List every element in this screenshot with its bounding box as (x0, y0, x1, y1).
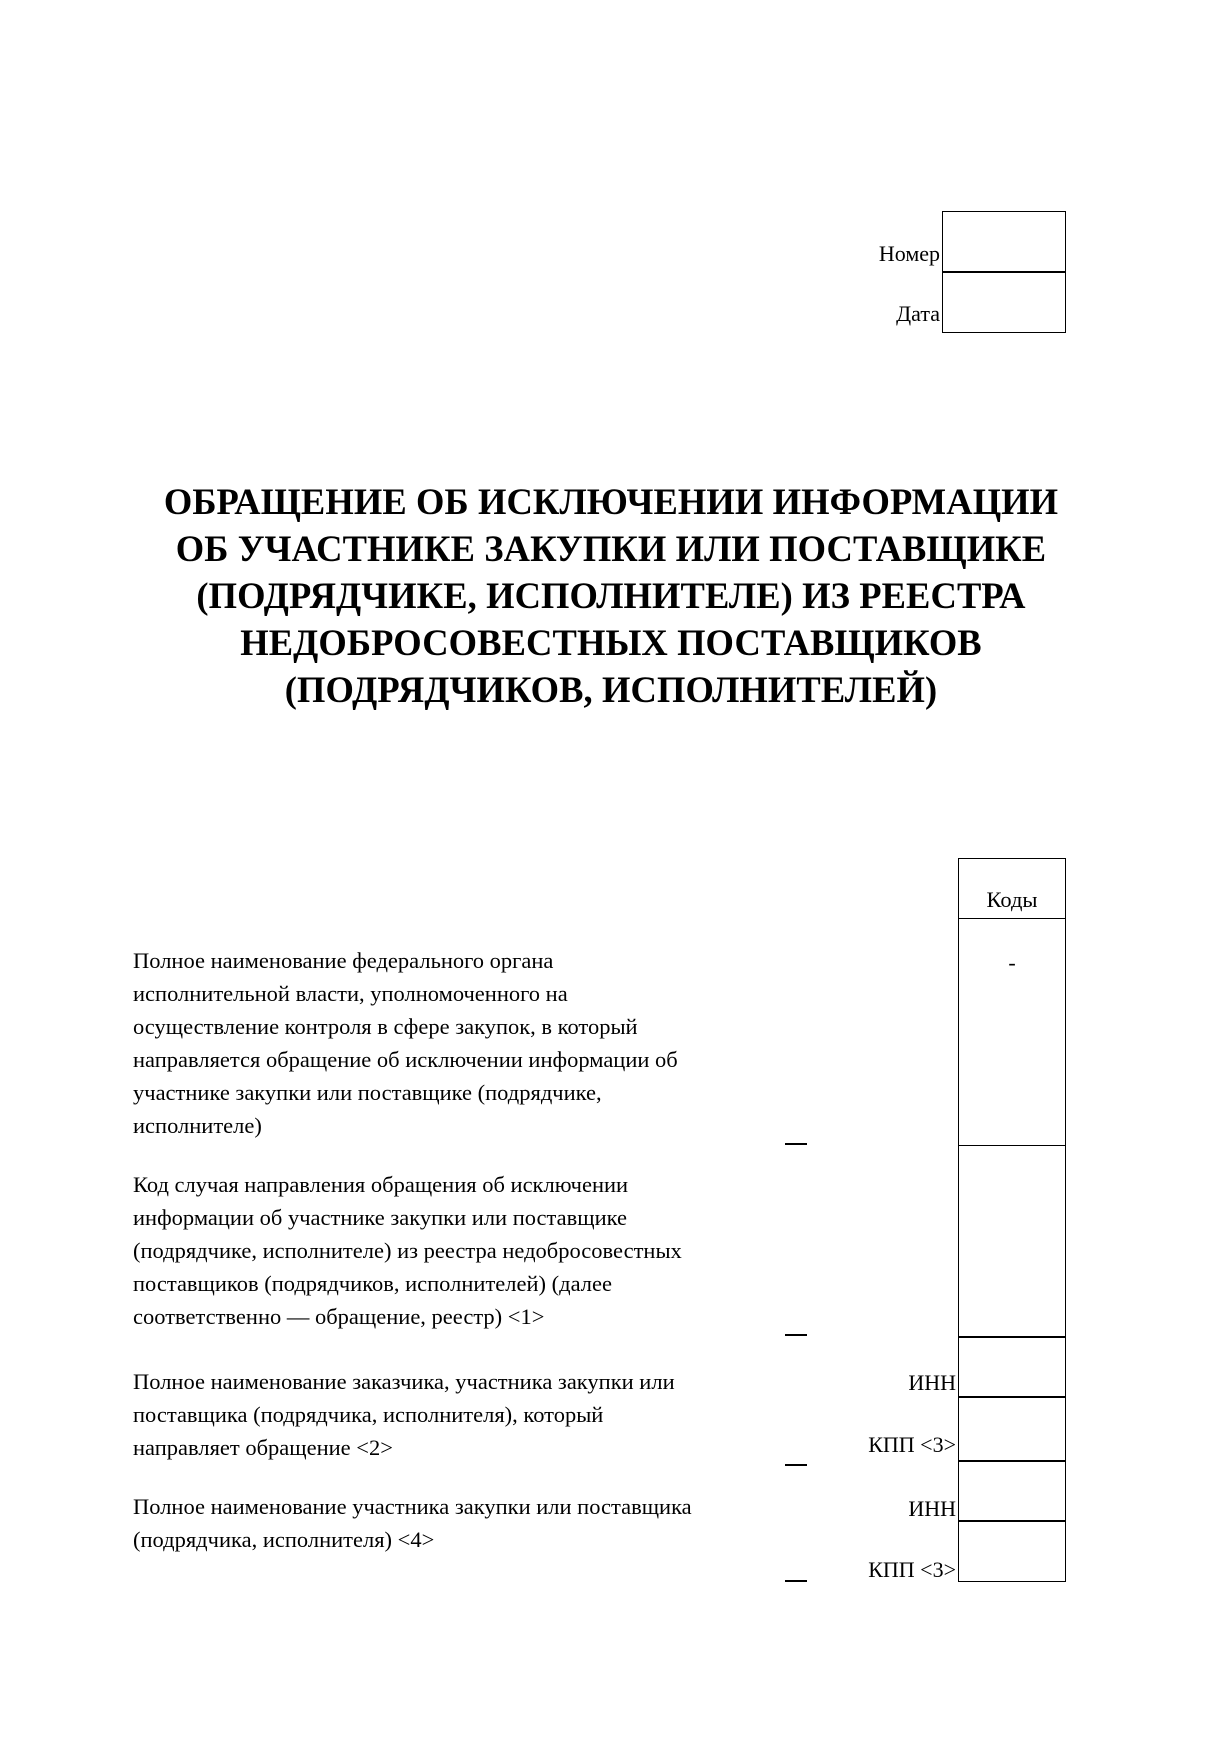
case-code-label-line: соответственно — обращение, реестр) <1> (133, 1304, 545, 1329)
codes-divider (958, 1145, 1066, 1146)
applicant-label-line: Полное наименование заказчика, участника закупки или (133, 1369, 675, 1394)
title-line: ОБ УЧАСТНИКЕ ЗАКУПКИ ИЛИ ПОСТАВЩИКЕ (175, 528, 1047, 569)
codes-header-divider (958, 918, 1066, 919)
page-title (100, 478, 1122, 713)
title-line: (ПОДРЯДЧИКЕ, ИСПОЛНИТЕЛЕ) ИЗ РЕЕСТРА (196, 575, 1026, 616)
case-code-label-line: информации об участнике закупки или поставщике (133, 1205, 627, 1230)
participant-inn-label: ИНН (908, 1496, 956, 1521)
applicant-fill-line[interactable] (785, 1464, 807, 1466)
authority-label-line: направляется обращение об исключении информации об (133, 1047, 678, 1072)
participant-label (133, 1490, 692, 1556)
applicant-kpp-field[interactable] (958, 1396, 1066, 1462)
applicant-inn-label: ИНН (908, 1370, 956, 1395)
authority-label-line: исполнительной власти, уполномоченного на (133, 981, 568, 1006)
number-field[interactable] (942, 211, 1066, 273)
authority-label-line: Полное наименование федерального органа (133, 948, 554, 973)
title-line: (ПОДРЯДЧИКОВ, ИСПОЛНИТЕЛЕЙ) (284, 669, 938, 710)
title-line: НЕДОБРОСОВЕСТНЫХ ПОСТАВЩИКОВ (240, 622, 982, 663)
title-line: ОБРАЩЕНИЕ ОБ ИСКЛЮЧЕНИИ ИНФОРМАЦИИ (163, 481, 1059, 522)
participant-kpp-field[interactable] (958, 1520, 1066, 1582)
number-label: Номер (878, 241, 940, 266)
case-code-label-line: поставщиков (подрядчиков, исполнителей) (далее (133, 1271, 612, 1296)
codes-column (958, 858, 1066, 1338)
participant-inn-field[interactable] (958, 1460, 1066, 1522)
applicant-label-line: поставщика (подрядчика, исполнителя), который (133, 1402, 604, 1427)
participant-label-line: Полное наименование участника закупки или поставщика (133, 1494, 692, 1519)
applicant-inn-field[interactable] (958, 1336, 1066, 1398)
authority-label-line: осуществление контроля в сфере закупок, в который (133, 1014, 638, 1039)
authority-fill-line[interactable] (785, 1143, 807, 1145)
date-field[interactable] (942, 271, 1066, 333)
authority-label-line: участнике закупки или поставщике (подрядчике, (133, 1080, 602, 1105)
case-code-label-line: Код случая направления обращения об исключении (133, 1172, 629, 1197)
authority-label-line: исполнителе) (133, 1113, 262, 1138)
applicant-kpp-label: КПП <3> (868, 1432, 956, 1457)
applicant-label-line: направляет обращение <2> (133, 1435, 393, 1460)
participant-kpp-label: КПП <3> (868, 1557, 956, 1582)
case-code-label (133, 1168, 682, 1333)
codes-header: Коды (986, 887, 1038, 912)
case-code-fill-line[interactable] (785, 1334, 807, 1336)
applicant-label (133, 1365, 675, 1464)
participant-fill-line[interactable] (785, 1580, 807, 1582)
date-label: Дата (896, 301, 940, 326)
participant-label-line: (подрядчика, исполнителя) <4> (133, 1527, 435, 1552)
authority-code-value[interactable]: - (1008, 950, 1016, 975)
case-code-label-line: (подрядчике, исполнителе) из реестра недобросовестных (133, 1238, 682, 1263)
authority-label (133, 944, 678, 1142)
